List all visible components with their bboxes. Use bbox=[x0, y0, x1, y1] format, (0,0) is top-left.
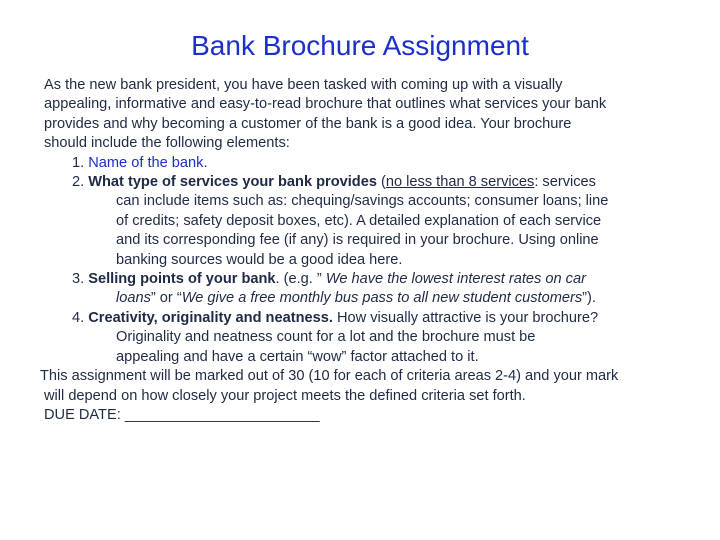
item-number: 1. bbox=[72, 154, 85, 171]
intro-line: should include the following elements: bbox=[44, 135, 290, 152]
item-label: What type of services your bank provides bbox=[88, 174, 377, 191]
item-number: 2. bbox=[72, 174, 85, 191]
item-continuation: Originality and neatness count for a lot and the brochure must be bbox=[116, 329, 536, 346]
item-number: 3. bbox=[72, 271, 85, 288]
item-text: ” or “ bbox=[150, 290, 182, 307]
item-quote: We give a free monthly bus pass to all new student customers bbox=[181, 290, 583, 307]
list-item-2 bbox=[44, 173, 694, 192]
list-item-1 bbox=[44, 154, 694, 173]
item-punct: . bbox=[203, 154, 208, 171]
item-continuation: banking sources would be a good idea here. bbox=[116, 251, 403, 268]
list-item-4 bbox=[44, 309, 694, 328]
list-item-3 bbox=[44, 270, 694, 289]
item-underlined: no less than 8 services bbox=[385, 174, 535, 191]
assignment-body bbox=[40, 76, 694, 425]
closing-line: This assignment will be marked out of 30 (10 for each of criteria areas 2-4) and your mark bbox=[40, 368, 619, 385]
item-text: How visually attractive is your brochure? bbox=[332, 309, 599, 326]
item-continuation: appealing and have a certain “wow” factor attached to it. bbox=[116, 348, 479, 365]
item-continuation bbox=[44, 289, 694, 308]
intro-line: As the new bank president, you have been tasked with coming up with a visually bbox=[44, 77, 563, 93]
item-label: Name of the bank bbox=[88, 154, 204, 171]
item-quote: We have the lowest interest rates on car bbox=[325, 271, 586, 288]
item-text: ”). bbox=[582, 290, 596, 307]
closing-line: will depend on how closely your project meets the defined criteria set forth. bbox=[44, 387, 526, 404]
item-continuation: and its corresponding fee (if any) is required in your brochure. Using online bbox=[116, 232, 599, 249]
item-continuation: can include items such as: chequing/savings accounts; consumer loans; line bbox=[116, 193, 609, 210]
item-text: : services bbox=[534, 174, 596, 191]
item-quote: loans bbox=[116, 290, 151, 307]
item-text: ( bbox=[376, 174, 386, 191]
page-title: Bank Brochure Assignment bbox=[191, 30, 529, 61]
item-label: Selling points of your bank bbox=[88, 271, 276, 288]
intro-line: appealing, informative and easy-to-read brochure that outlines what services your bank bbox=[44, 96, 607, 113]
item-number: 4. bbox=[72, 309, 85, 326]
due-date: DUE DATE: ________________________ bbox=[44, 406, 320, 423]
item-label: Creativity, originality and neatness. bbox=[88, 309, 333, 326]
intro-line: provides and why becoming a customer of the bank is a good idea. Your brochure bbox=[44, 115, 572, 132]
item-continuation: of credits; safety deposit boxes, etc). A detailed explanation of each service bbox=[116, 212, 602, 229]
item-text: . (e.g. ” bbox=[275, 271, 326, 288]
